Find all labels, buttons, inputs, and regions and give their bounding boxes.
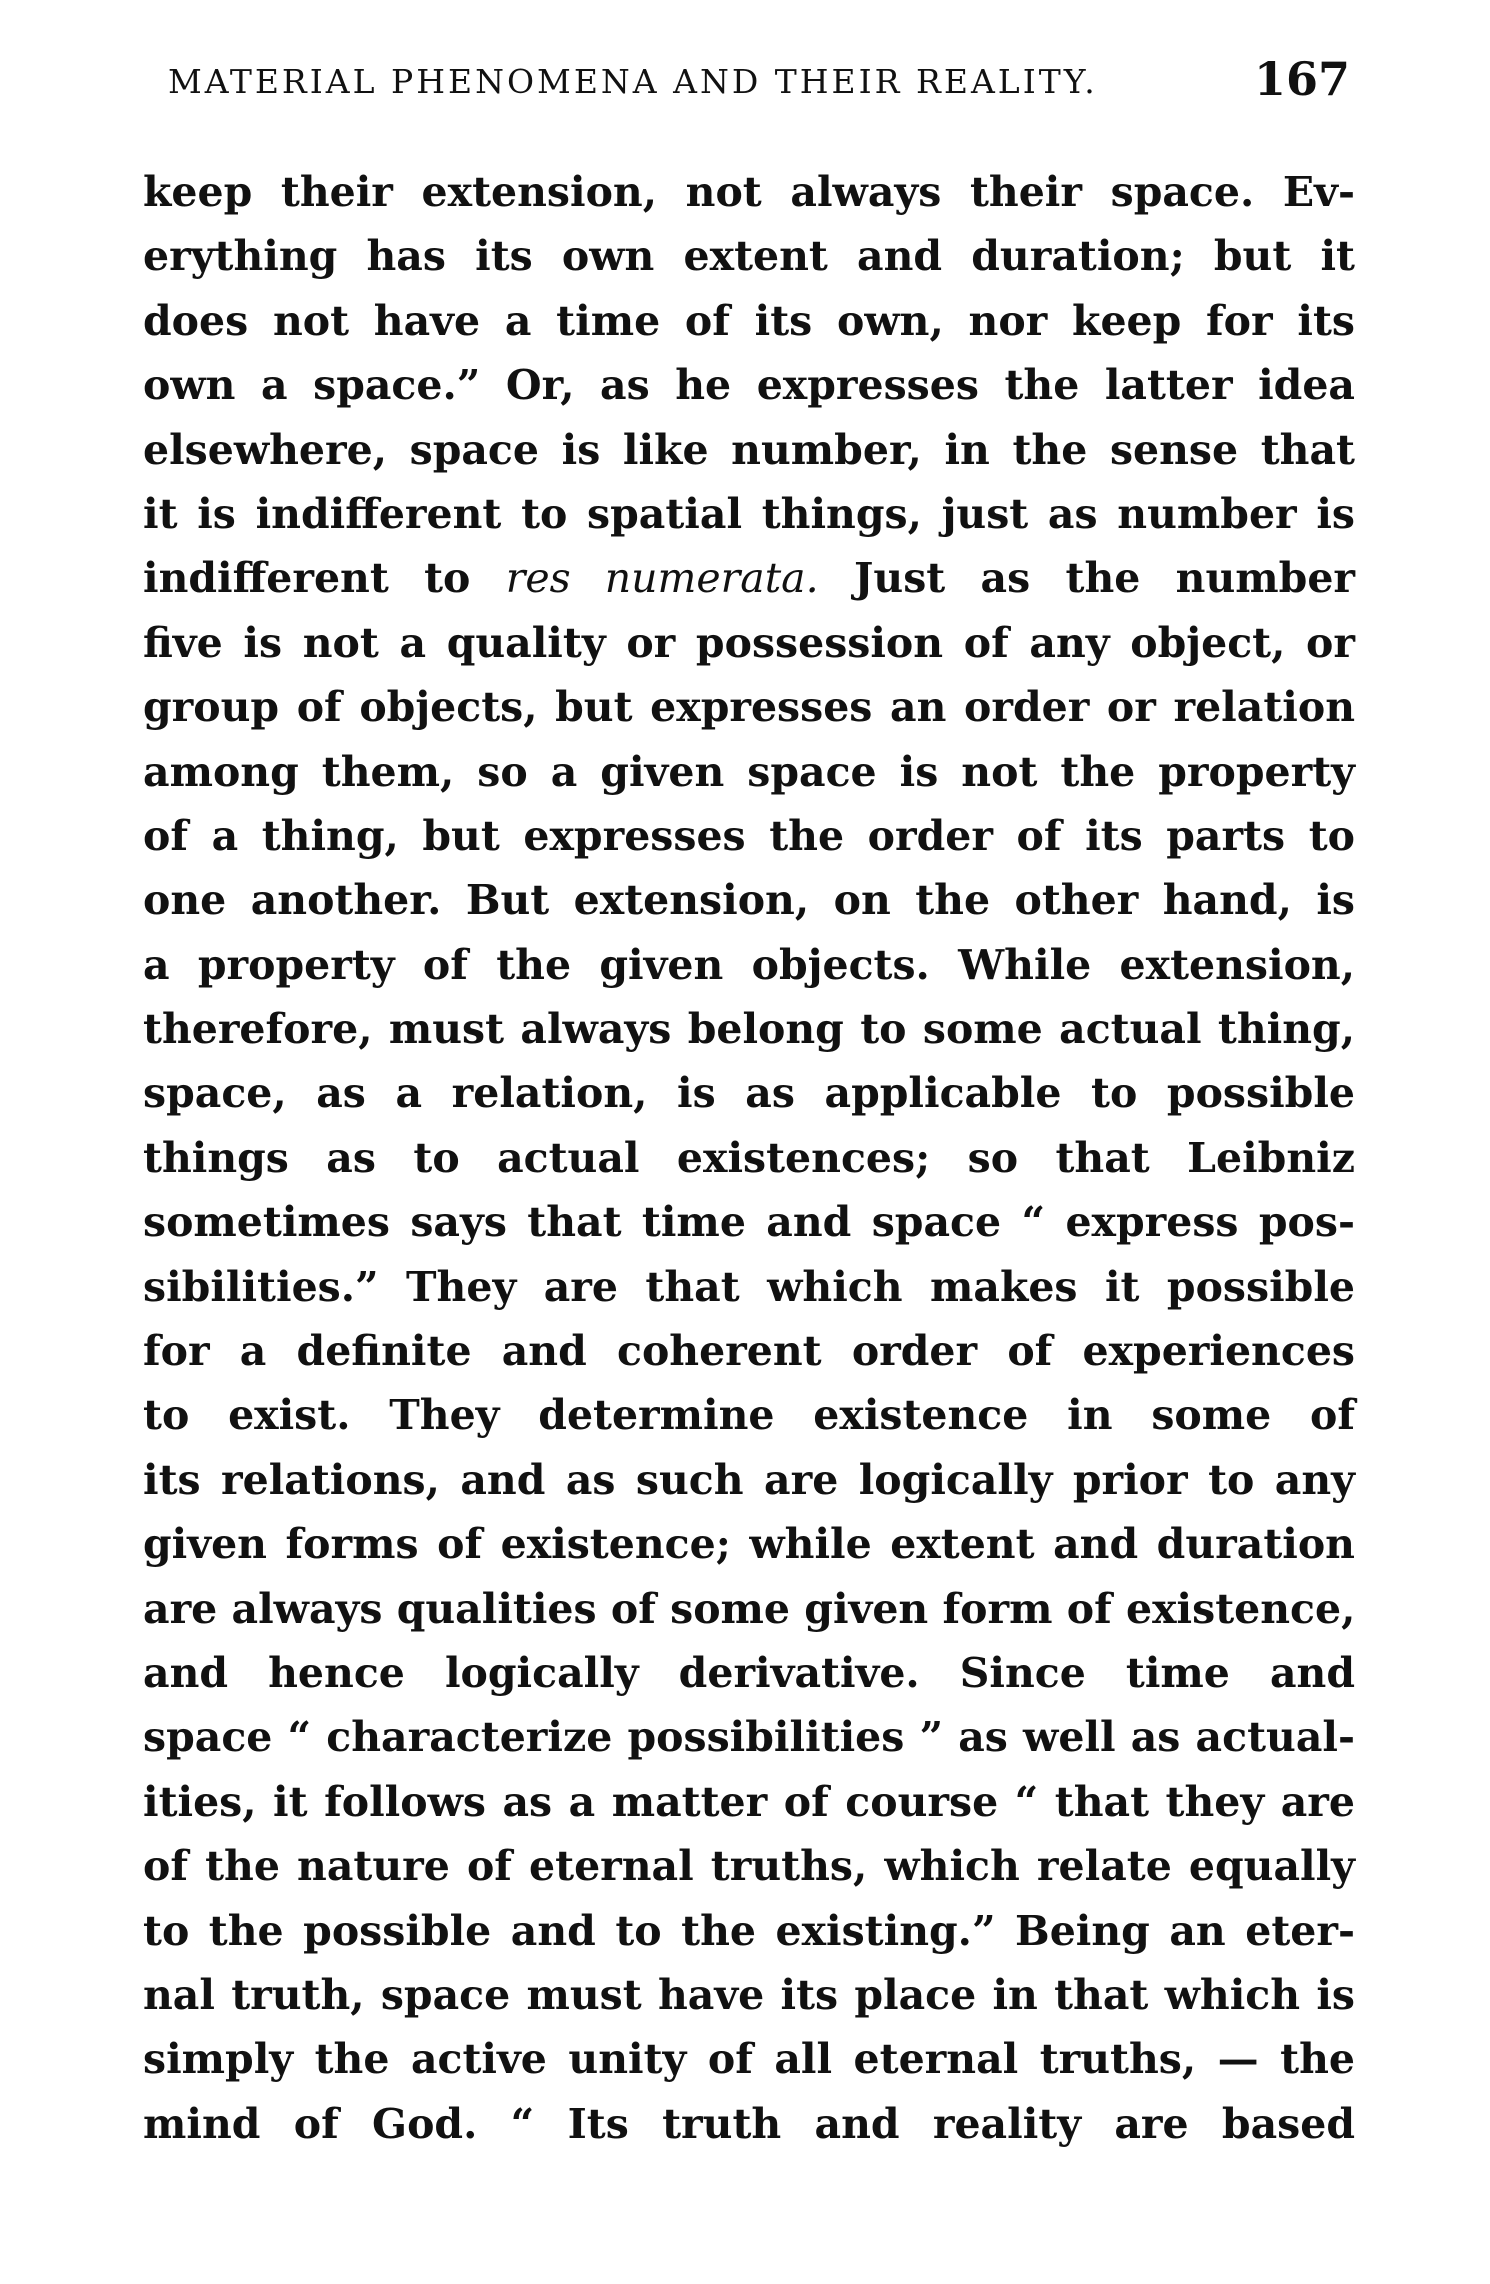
text-line: does not have a time of its own, nor keep for its	[143, 296, 1355, 345]
text-line: sibilities.” They are that which makes it possible	[143, 1262, 1355, 1311]
text-line: space “ characterize possibilities ” as well as actual-	[143, 1713, 1355, 1762]
text-line: elsewhere, space is like number, in the sense that	[143, 425, 1355, 474]
text-line: and hence logically derivative. Since time and	[143, 1648, 1355, 1697]
text-line: are always qualities of some given form of existence,	[143, 1584, 1356, 1633]
text-line: ities, it follows as a matter of course “ that they are	[143, 1777, 1355, 1826]
text-line: to the possible and to the existing.” Being an eter-	[143, 1906, 1355, 1955]
running-title: MATERIAL PHENOMENA AND THEIR REALITY.	[168, 62, 1098, 101]
text-line: to exist. They determine existence in some of	[143, 1391, 1355, 1440]
body-text	[143, 162, 1355, 2158]
text-line: own a space.” Or, as he expresses the latter idea	[143, 361, 1355, 410]
text-line	[143, 548, 1355, 612]
running-head	[168, 52, 1358, 112]
text-line: space, as a relation, is as applicable to possible	[143, 1069, 1355, 1118]
text-line: erything has its own extent and duration; but it	[143, 232, 1355, 281]
text-line: group of objects, but expresses an order or relation	[143, 683, 1355, 732]
text-line: sometimes says that time and space “ express pos-	[143, 1198, 1355, 1247]
text-line: one another. But extension, on the other hand, is	[143, 876, 1355, 925]
text-line: a property of the given objects. While extension,	[143, 940, 1355, 989]
text-line: keep their extension, not always their space. Ev-	[143, 168, 1355, 216]
text-line: for a definite and coherent order of experiences	[143, 1327, 1355, 1376]
text-line: given forms of existence; while extent and duration	[143, 1520, 1355, 1569]
page-number: 167	[1253, 52, 1350, 106]
text-line: its relations, and as such are logically prior to any	[143, 1455, 1355, 1504]
text-line-start: indifferent to	[143, 554, 471, 603]
text-line: mind of God. “ Its truth and reality are based	[143, 2099, 1355, 2148]
italic-phrase: res numerata.	[505, 554, 819, 603]
text-line: five is not a quality or possession of any object, or	[143, 618, 1355, 667]
text-line: things as to actual existences; so that Leibniz	[143, 1133, 1355, 1182]
text-line: nal truth, space must have its place in that which is	[143, 1970, 1355, 2019]
text-line: therefore, must always belong to some actual thing,	[143, 1005, 1355, 1054]
text-line: among them, so a given space is not the property	[143, 747, 1355, 796]
text-line: of the nature of eternal truths, which relate equally	[143, 1842, 1355, 1891]
text-line-end: Just as the number	[854, 554, 1356, 603]
text-line: it is indifferent to spatial things, just as number is	[143, 489, 1355, 538]
text-line: of a thing, but expresses the order of its parts to	[143, 811, 1355, 860]
text-line: simply the active unity of all eternal truths, — the	[143, 2035, 1355, 2084]
